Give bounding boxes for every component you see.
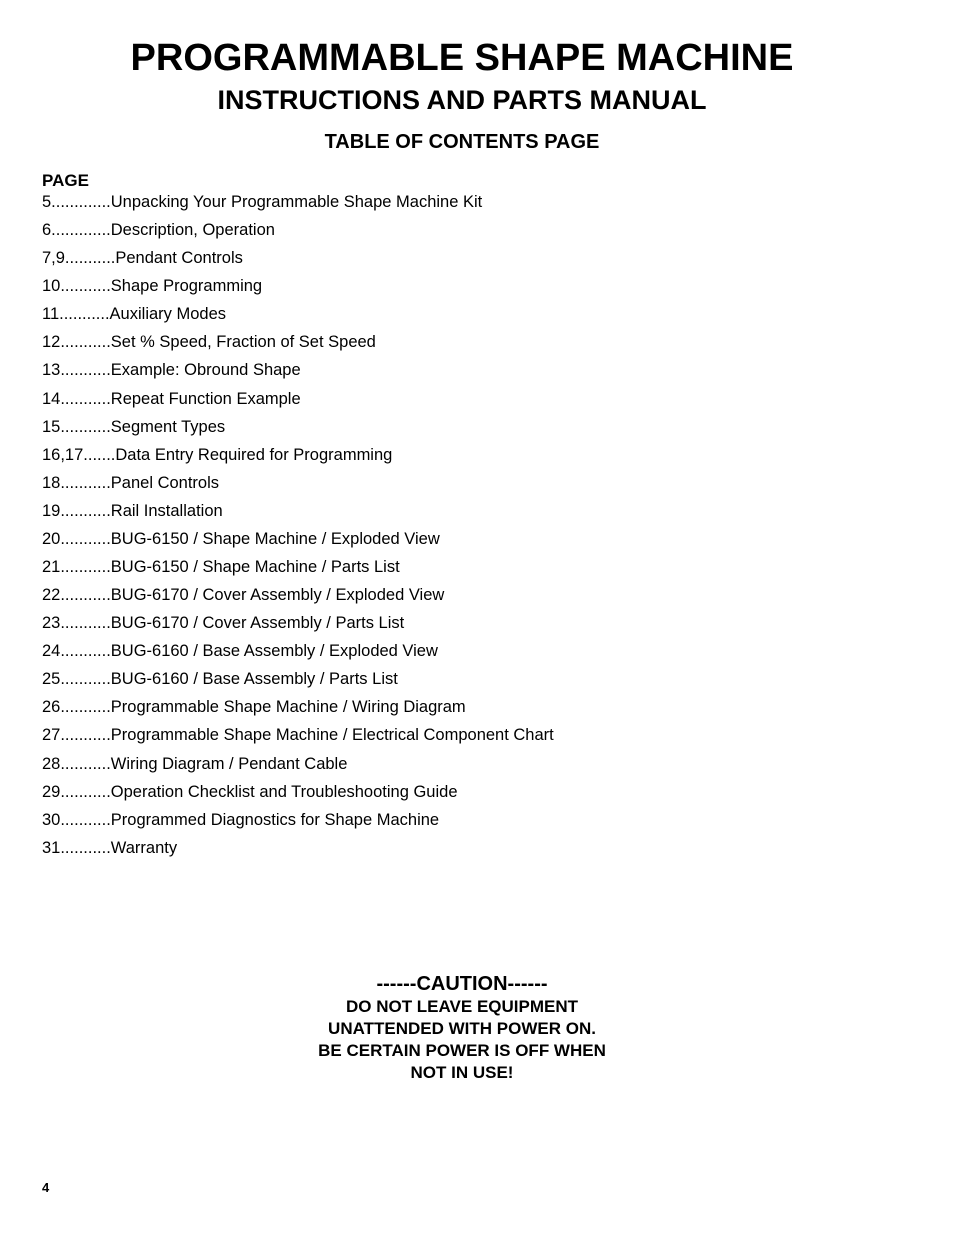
- toc-entry: 30...........Programmed Diagnostics for Shape Machine: [42, 810, 440, 829]
- toc-entry: 28...........Wiring Diagram / Pendant Cable: [42, 754, 348, 773]
- toc-entry: 25...........BUG-6160 / Base Assembly / Parts List: [42, 670, 398, 689]
- caution-line: DO NOT LEAVE EQUIPMENT: [345, 997, 579, 1016]
- caution-heading: ------CAUTION------: [376, 973, 548, 995]
- toc-list: [42, 191, 554, 865]
- document-subtitle: INSTRUCTIONS AND PARTS MANUAL: [217, 85, 707, 115]
- document-title: PROGRAMMABLE SHAPE MACHINE: [130, 37, 794, 79]
- caution-line: UNATTENDED WITH POWER ON.: [328, 1019, 596, 1038]
- toc-entry: 13...........Example: Obround Shape: [42, 361, 301, 380]
- toc-entry: 14...........Repeat Function Example: [42, 389, 301, 408]
- toc-entry: 21...........BUG-6150 / Shape Machine / Parts List: [42, 558, 400, 577]
- caution-line: NOT IN USE!: [410, 1063, 514, 1082]
- toc-entry: 24...........BUG-6160 / Base Assembly / Exploded View: [42, 642, 438, 661]
- toc-entry: 12...........Set % Speed, Fraction of Set Speed: [42, 333, 376, 352]
- toc-entry: 23...........BUG-6170 / Cover Assembly / Parts List: [42, 614, 405, 633]
- toc-entry: 18...........Panel Controls: [42, 473, 220, 492]
- caution-line: BE CERTAIN POWER IS OFF WHEN: [318, 1041, 606, 1060]
- toc-entry: 20...........BUG-6150 / Shape Machine / Exploded View: [42, 529, 440, 548]
- toc-entry: 27...........Programmable Shape Machine / Electrical Component Chart: [42, 726, 554, 745]
- toc-entry: 31...........Warranty: [42, 838, 178, 857]
- toc-entry: 11...........Auxiliary Modes: [42, 305, 227, 324]
- toc-entry: 15...........Segment Types: [42, 417, 226, 436]
- toc-entry: 26...........Programmable Shape Machine / Wiring Diagram: [42, 698, 466, 717]
- toc-page-label: PAGE: [42, 171, 89, 190]
- caution-notice: [0, 972, 924, 1084]
- page-number: 4: [42, 1180, 50, 1195]
- toc-entry: 16,17.......Data Entry Required for Programming: [42, 445, 393, 464]
- toc-entry: 22...........BUG-6170 / Cover Assembly / Exploded View: [42, 586, 445, 605]
- toc-entry: 10...........Shape Programming: [42, 277, 263, 296]
- toc-heading: TABLE OF CONTENTS PAGE: [324, 131, 600, 153]
- toc-entry: 29...........Operation Checklist and Troubleshooting Guide: [42, 782, 458, 801]
- toc-entry: 5.............Unpacking Your Programmable Shape Machine Kit: [42, 193, 483, 211]
- toc-entry: 19...........Rail Installation: [42, 501, 223, 520]
- toc-entry: 7,9...........Pendant Controls: [42, 249, 243, 268]
- toc-entry: 6.............Description, Operation: [42, 221, 275, 240]
